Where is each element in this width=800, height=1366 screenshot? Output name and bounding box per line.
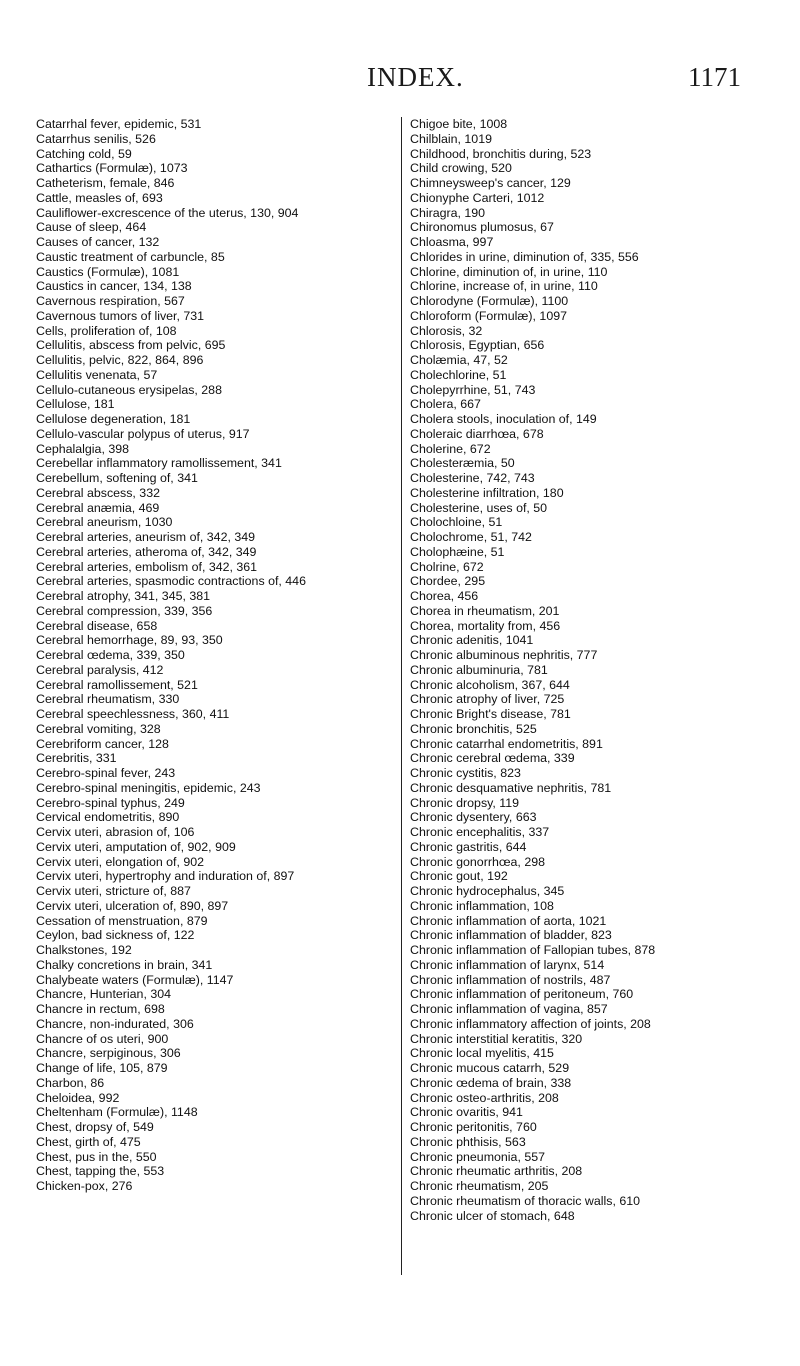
index-entry: Cholesterine infiltration, 180 (410, 485, 564, 500)
index-entry: Chest, pus in the, 550 (36, 1149, 157, 1164)
index-entry: Chest, dropsy of, 549 (36, 1120, 154, 1134)
index-entry: Charbon, 86 (36, 1075, 105, 1090)
index-entry: Chalky concretions in brain, 341 (36, 957, 213, 972)
index-column-right (410, 117, 762, 1223)
index-entry: Cerebral vomiting, 328 (36, 721, 161, 736)
index-entry: Chronic ovaritis, 941 (410, 1105, 523, 1120)
index-entry: Cerebral arteries, embolism of, 342, 361 (36, 559, 258, 574)
index-entry: Cerebro-spinal typhus, 249 (36, 795, 185, 810)
page-header (0, 62, 800, 102)
index-entry: Cholera stools, inoculation of, 149 (410, 412, 597, 426)
index-entry: Cerebellar inflammatory ramollissement, 341 (36, 456, 282, 471)
index-entry: Chloasma, 997 (410, 235, 494, 249)
index-entry: Cerebral disease, 658 (36, 618, 158, 633)
index-entry: Cholesteræmia, 50 (410, 456, 515, 471)
index-entry: Chronic Bright's disease, 781 (410, 707, 571, 721)
index-entry: Cholera, 667 (410, 397, 481, 412)
index-entry: Catarrhus senilis, 526 (36, 131, 156, 146)
index-entry: Chorea, mortality from, 456 (410, 618, 561, 633)
index-entry: Chlorosis, 32 (410, 323, 483, 338)
index-entry: Cerebral abscess, 332 (36, 485, 160, 500)
index-entry: Cauliflower-excrescence of the uterus, 130, 904 (36, 205, 299, 220)
index-entry: Chlorosis, Egyptian, 656 (410, 338, 545, 353)
index-entry: Cholochloine, 51 (410, 515, 503, 530)
index-entry: Chronic pneumonia, 557 (410, 1149, 546, 1164)
index-entry: Cerebro-spinal fever, 243 (36, 766, 176, 780)
index-entry: Child crowing, 520 (410, 161, 512, 176)
index-entry: Cerebral speechlessness, 360, 411 (36, 707, 230, 721)
index-entry: Caustics in cancer, 134, 138 (36, 279, 192, 294)
index-entry: Cellulose degeneration, 181 (36, 412, 191, 426)
index-entry: Chorea, 456 (410, 589, 479, 603)
index-entry: Chalybeate waters (Formulæ), 1147 (36, 972, 234, 987)
index-entry: Cerebral ramollissement, 521 (36, 677, 198, 692)
column-divider (401, 117, 402, 1275)
index-entry: Chronic inflammation of nostrils, 487 (410, 972, 611, 987)
index-title: INDEX. (367, 62, 464, 92)
index-entry: Chronic interstitial keratitis, 320 (410, 1031, 583, 1046)
index-entry: Chlorine, diminution of, in urine, 110 (410, 264, 608, 279)
index-entry: Cephalalgia, 398 (36, 441, 130, 456)
index-entry: Chest, girth of, 475 (36, 1134, 141, 1149)
index-entry: Cholæmia, 47, 52 (410, 353, 508, 367)
index-entry: Chronic peritonitis, 760 (410, 1120, 537, 1134)
index-entry: Chronic albuminuria, 781 (410, 662, 548, 677)
index-entry: Chilblain, 1019 (410, 131, 492, 146)
index-entry: Cerebral arteries, spasmodic contractions of, 446 (36, 574, 306, 589)
index-entry: Chordee, 295 (410, 574, 486, 589)
index-entry: Chlorine, increase of, in urine, 110 (410, 279, 598, 294)
index-entry: Cholophæine, 51 (410, 544, 505, 559)
index-entry: Chronic gastritis, 644 (410, 839, 527, 854)
index-entry: Chancre in rectum, 698 (36, 1002, 165, 1016)
index-entry: Change of life, 105, 879 (36, 1061, 168, 1075)
index-entry: Cholrine, 672 (410, 559, 484, 574)
index-entry: Cerebral atrophy, 341, 345, 381 (36, 589, 211, 603)
index-entry: Cervix uteri, amputation of, 902, 909 (36, 839, 236, 854)
index-entry: Chronic local myelitis, 415 (410, 1046, 554, 1061)
index-entry: Cattle, measles of, 693 (36, 190, 163, 205)
index-entry: Chronic bronchitis, 525 (410, 721, 537, 736)
index-entry: Cerebral paralysis, 412 (36, 662, 164, 677)
index-entry: Cause of sleep, 464 (36, 220, 147, 235)
index-entry: Cellulitis, abscess from pelvic, 695 (36, 338, 226, 353)
index-entry: Chronic inflammatory affection of joints, 208 (410, 1016, 651, 1031)
index-entry: Chronic osteo-arthritis, 208 (410, 1090, 559, 1105)
index-entry: Ceylon, bad sickness of, 122 (36, 928, 195, 943)
index-entry: Cavernous tumors of liver, 731 (36, 308, 205, 323)
index-entry: Chronic desquamative nephritis, 781 (410, 780, 612, 795)
index-entry: Childhood, bronchitis during, 523 (410, 146, 592, 161)
index-entry: Cholochrome, 51, 742 (410, 530, 532, 544)
index-entry: Cheloidea, 992 (36, 1090, 120, 1105)
index-entry: Catarrhal fever, epidemic, 531 (36, 117, 202, 131)
index-entry: Cerebral anæmia, 469 (36, 500, 160, 515)
index-entry: Chronic cystitis, 823 (410, 766, 521, 780)
index-entry: Chronic catarrhal endometritis, 891 (410, 736, 603, 751)
index-entry: Cholerine, 672 (410, 441, 491, 456)
index-entry: Cholesterine, 742, 743 (410, 471, 535, 485)
index-entry: Chancre of os uteri, 900 (36, 1031, 169, 1046)
index-entry: Cerebral hemorrhage, 89, 93, 350 (36, 633, 223, 648)
index-entry: Chancre, non-indurated, 306 (36, 1016, 194, 1031)
index-entry: Cholesterine, uses of, 50 (410, 500, 548, 515)
index-entry: Cerebral rheumatism, 330 (36, 692, 180, 707)
index-entry: Chronic encephalitis, 337 (410, 825, 550, 839)
index-entry: Cerebral compression, 339, 356 (36, 603, 213, 618)
index-entry: Chronic inflammation of peritoneum, 760 (410, 987, 634, 1002)
index-entry: Chronic rheumatism of thoracic walls, 610 (410, 1193, 641, 1208)
index-entry: Chironomus plumosus, 67 (410, 220, 554, 235)
index-entry: Chronic dysentery, 663 (410, 810, 537, 825)
index-entry: Chronic cerebral œdema, 339 (410, 751, 575, 766)
index-entry: Chronic œdema of brain, 338 (410, 1075, 572, 1090)
index-entry: Chronic atrophy of liver, 725 (410, 692, 565, 707)
index-entry: Chronic gonorrhœa, 298 (410, 854, 545, 869)
page-number: 1171 (688, 62, 741, 92)
index-entry: Cellulo-cutaneous erysipelas, 288 (36, 382, 222, 397)
index-entry: Chronic rheumatism, 205 (410, 1179, 549, 1193)
index-entry: Chronic dropsy, 119 (410, 795, 520, 810)
index-entry: Cholepyrrhine, 51, 743 (410, 382, 536, 397)
index-entry: Cervix uteri, abrasion of, 106 (36, 825, 195, 839)
index-entry: Chronic inflammation of Fallopian tubes, 878 (410, 943, 656, 957)
index-entry: Chancre, serpiginous, 306 (36, 1046, 181, 1061)
index-entry: Chronic phthisis, 563 (410, 1134, 526, 1149)
index-entry: Cervix uteri, hypertrophy and induration of, 897 (36, 869, 295, 884)
index-entry: Caustic treatment of carbuncle, 85 (36, 249, 225, 264)
index-entry: Chronic albuminous nephritis, 777 (410, 648, 598, 662)
index-entry: Chlorides in urine, diminution of, 335, 556 (410, 249, 639, 264)
index-entry: Chronic inflammation of vagina, 857 (410, 1002, 608, 1016)
index-entry: Chicken-pox, 276 (36, 1179, 133, 1193)
index-entry: Chronic gout, 192 (410, 869, 508, 884)
index-entry: Cerebral arteries, atheroma of, 342, 349 (36, 544, 257, 559)
index-entry: Cholechlorine, 51 (410, 367, 507, 382)
index-entry: Cerebral aneurism, 1030 (36, 515, 173, 530)
index-entry: Chimneysweep's cancer, 129 (410, 176, 571, 190)
index-entry: Cervical endometritis, 890 (36, 810, 180, 825)
index-entry: Cerebro-spinal meningitis, epidemic, 243 (36, 780, 261, 795)
index-entry: Choleraic diarrhœa, 678 (410, 426, 544, 441)
index-entry: Cervix uteri, elongation of, 902 (36, 854, 205, 869)
index-entry: Causes of cancer, 132 (36, 235, 160, 249)
index-entry: Cervix uteri, stricture of, 887 (36, 884, 191, 898)
index-column-left (36, 117, 386, 1194)
index-entry: Chronic inflammation of aorta, 1021 (410, 913, 607, 928)
index-entry: Cervix uteri, ulceration of, 890, 897 (36, 898, 229, 913)
index-entry: Cerebellum, softening of, 341 (36, 471, 198, 485)
index-entry: Chronic inflammation of bladder, 823 (410, 928, 612, 943)
index-entry: Cerebritis, 331 (36, 751, 117, 766)
index-entry: Cathartics (Formulæ), 1073 (36, 161, 188, 176)
index-entry: Cavernous respiration, 567 (36, 294, 185, 308)
index-entry: Chigoe bite, 1008 (410, 117, 508, 131)
index-entry: Chronic ulcer of stomach, 648 (410, 1208, 575, 1223)
index-entry: Cessation of menstruation, 879 (36, 913, 208, 928)
index-entry: Chorea in rheumatism, 201 (410, 603, 560, 618)
index-entry: Chionyphe Carteri, 1012 (410, 190, 545, 205)
index-entry: Chronic alcoholism, 367, 644 (410, 677, 570, 692)
index-entry: Chronic inflammation, 108 (410, 898, 554, 913)
index-entry: Chancre, Hunterian, 304 (36, 987, 172, 1002)
index-entry: Chest, tapping the, 553 (36, 1164, 165, 1179)
index-entry: Catheterism, female, 846 (36, 176, 175, 190)
index-entry: Chalkstones, 192 (36, 943, 132, 957)
index-entry: Cerebriform cancer, 128 (36, 736, 169, 751)
index-entry: Chiragra, 190 (410, 205, 486, 220)
index-entry: Cerebral arteries, aneurism of, 342, 349 (36, 530, 256, 544)
index-entry: Catching cold, 59 (36, 146, 132, 161)
index-entry: Cellulitis venenata, 57 (36, 367, 158, 382)
index-entry: Chloroform (Formulæ), 1097 (410, 308, 567, 323)
index-entry: Cellulose, 181 (36, 397, 115, 412)
index-entry: Chronic adenitis, 1041 (410, 633, 534, 648)
index-entry: Cheltenham (Formulæ), 1148 (36, 1105, 198, 1120)
index-entry: Cells, proliferation of, 108 (36, 323, 177, 338)
index-entry: Chronic hydrocephalus, 345 (410, 884, 565, 898)
index-entry: Cellulo-vascular polypus of uterus, 917 (36, 426, 250, 441)
index-entry: Cerebral œdema, 339, 350 (36, 648, 185, 662)
index-entry: Chronic rheumatic arthritis, 208 (410, 1164, 583, 1179)
index-entry: Chronic inflammation of larynx, 514 (410, 957, 605, 972)
index-entry: Chronic mucous catarrh, 529 (410, 1061, 570, 1075)
index-entry: Cellulitis, pelvic, 822, 864, 896 (36, 353, 204, 367)
index-entry: Chlorodyne (Formulæ), 1100 (410, 294, 569, 308)
index-entry: Caustics (Formulæ), 1081 (36, 264, 180, 279)
